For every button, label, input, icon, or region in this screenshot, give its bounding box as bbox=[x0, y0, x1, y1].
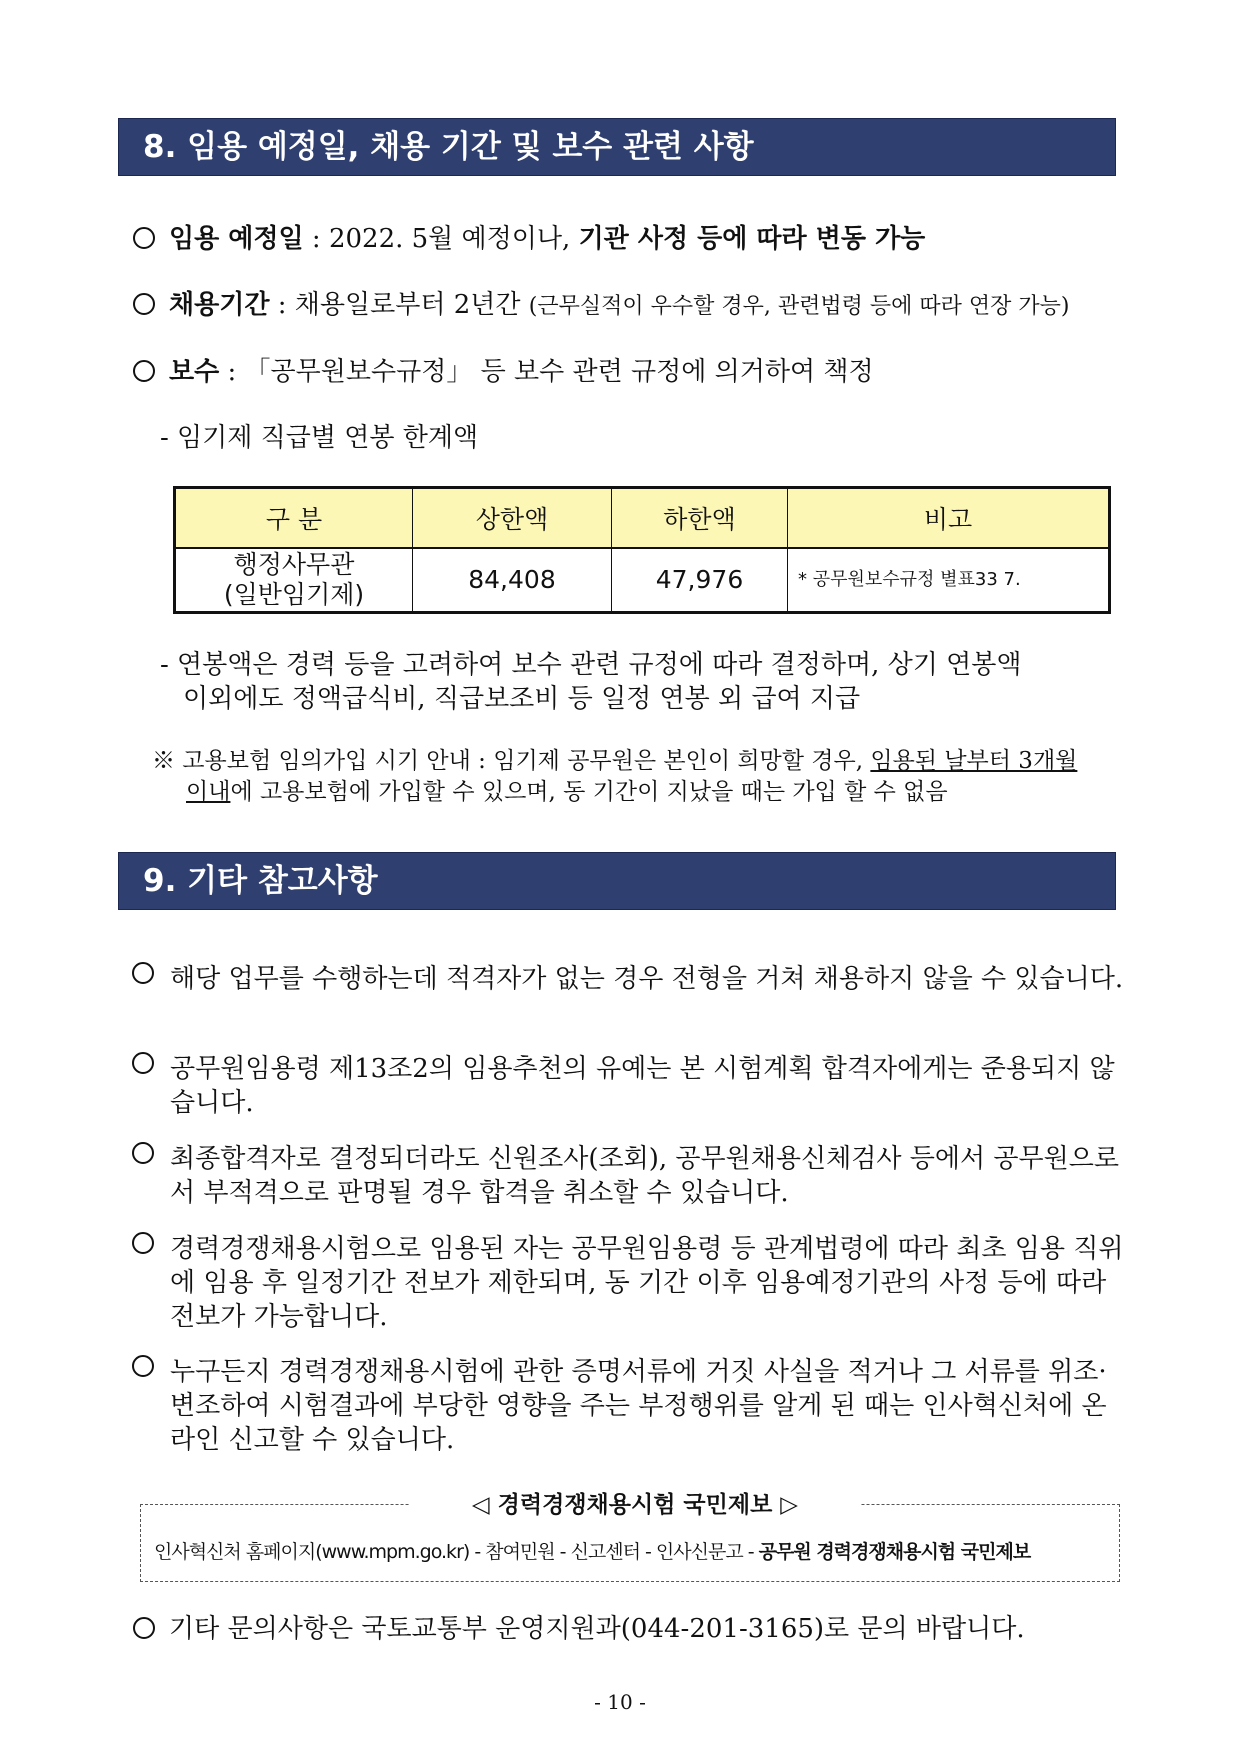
header-category: 구 분 bbox=[175, 488, 413, 549]
circle-bullet-icon bbox=[133, 1617, 155, 1639]
section-9-header bbox=[118, 852, 1116, 910]
employment-period-note: (근무실적이 우수할 경우, 관련법령 등에 따라 연장 가능) bbox=[528, 294, 1070, 319]
salary-note-line2: 이외에도 정액급식비, 직급보조비 등 일정 연봉 외 급여 지급 bbox=[183, 684, 861, 714]
note-item bbox=[170, 1142, 1130, 1210]
section-9-title: 9. 기타 참고사항 bbox=[143, 863, 378, 899]
employment-period-text: 채용일로부터 2년간 bbox=[294, 290, 529, 320]
header-note: 비고 bbox=[788, 488, 1110, 549]
circle-bullet-icon bbox=[132, 1142, 154, 1164]
report-path-text: 인사혁신처 홈페이지(www.mpm.go.kr) - 참여민원 - 신고센터 - 인사신문고 - bbox=[154, 1541, 759, 1563]
insurance-note-text-2: 에 고용보험에 가입할 수 있으며, 동 기간이 지났을 때는 가입 할 수 없음 bbox=[230, 779, 948, 805]
salary-sub-heading: - 임기제 직급별 연봉 한계액 bbox=[160, 423, 479, 453]
insurance-note-line1 bbox=[152, 744, 1077, 778]
salary-item bbox=[133, 355, 874, 389]
report-path bbox=[154, 1537, 1030, 1564]
circle-bullet-icon bbox=[133, 293, 155, 315]
note-text: 누구든지 경력경쟁채용시험에 관한 증명서류에 거짓 사실을 적거나 그 서류를 위조·변조하여 시험결과에 부당한 영향을 주는 부정행위를 알게 된 때는 인사혁신처에 온라인 신고할 수 있습니다. bbox=[170, 1357, 1107, 1455]
section-8-header bbox=[118, 118, 1116, 176]
insurance-note-line2 bbox=[186, 775, 948, 809]
section-8-title: 8. 임용 예정일, 채용 기간 및 보수 관련 사항 bbox=[143, 129, 754, 165]
note-text: 경력경쟁채용시험으로 임용된 자는 공무원임용령 등 관계법령에 따라 최초 임용 직위에 임용 후 일정기간 전보가 제한되며, 동 기간 이후 임용예정기관의 사정 등에 따라 전보가 가능합니다. bbox=[170, 1234, 1124, 1332]
cell-category bbox=[175, 548, 413, 613]
salary-label: 보수 bbox=[169, 357, 220, 387]
category-line2: (일반임기제) bbox=[223, 580, 365, 609]
insurance-note-text: 고용보험 임의가입 시기 안내 : 임기제 공무원은 본인이 희망할 경우, bbox=[175, 748, 871, 774]
note-text: 해당 업무를 수행하는데 적격자가 없는 경우 전형을 거쳐 채용하지 않을 수 있습니다. bbox=[170, 964, 1124, 994]
category-line1: 행정사무관 bbox=[233, 550, 355, 579]
page-number: - 10 - bbox=[594, 1690, 646, 1714]
salary-limit-table bbox=[173, 486, 1111, 614]
appointment-date-bold: 기관 사정 등에 따라 변동 가능 bbox=[578, 224, 926, 254]
note-item bbox=[170, 962, 1130, 996]
note-item bbox=[170, 1232, 1130, 1334]
contact-text: 기타 문의사항은 국토교통부 운영지원과(044-201-3165)로 문의 바랍니다. bbox=[169, 1614, 1025, 1644]
note-text: 공무원임용령 제13조2의 임용추천의 유예는 본 시험계획 합격자에게는 준용되지 않습니다. bbox=[170, 1054, 1115, 1118]
note-text: 최종합격자로 결정되더라도 신원조사(조회), 공무원채용신체검사 등에서 공무원으로서 부적격으로 판명될 경우 합격을 취소할 수 있습니다. bbox=[170, 1144, 1119, 1208]
cell-note: * 공무원보수규정 별표33 7. bbox=[788, 548, 1110, 613]
employment-period-item bbox=[133, 288, 1069, 324]
report-title: ◁ 경력경쟁채용시험 국민제보 ▷ bbox=[410, 1490, 860, 1520]
header-upper: 상한액 bbox=[413, 488, 612, 549]
employment-period-label: 채용기간 bbox=[169, 290, 270, 320]
cell-lower: 47,976 bbox=[612, 548, 788, 613]
circle-bullet-icon bbox=[133, 360, 155, 382]
cell-upper: 84,408 bbox=[413, 548, 612, 613]
circle-bullet-icon bbox=[132, 1232, 154, 1254]
insurance-note-underlined-2: 이내 bbox=[186, 779, 231, 805]
note-item bbox=[170, 1052, 1130, 1120]
separator: : bbox=[303, 224, 329, 254]
header-lower: 하한액 bbox=[612, 488, 788, 549]
reference-mark: ※ bbox=[152, 748, 175, 774]
appointment-date-text: 2022. 5월 예정이나, bbox=[328, 224, 579, 254]
salary-text: 「공무원보수규정」 등 보수 관련 규정에 의거하여 책정 bbox=[244, 357, 874, 387]
circle-bullet-icon bbox=[132, 1052, 154, 1074]
insurance-note-underlined: 임용된 날부터 3개월 bbox=[870, 748, 1078, 774]
separator: : bbox=[219, 357, 245, 387]
circle-bullet-icon bbox=[132, 962, 154, 984]
note-item bbox=[170, 1355, 1130, 1457]
circle-bullet-icon bbox=[133, 227, 155, 249]
report-path-bold: 공무원 경력경쟁채용시험 국민제보 bbox=[758, 1541, 1031, 1563]
separator: : bbox=[269, 290, 295, 320]
salary-note-line1: - 연봉액은 경력 등을 고려하여 보수 관련 규정에 따라 결정하며, 상기 연봉액 bbox=[160, 650, 1022, 680]
appointment-date-label: 임용 예정일 bbox=[169, 224, 304, 254]
circle-bullet-icon bbox=[132, 1355, 154, 1377]
contact-item bbox=[133, 1612, 1025, 1646]
appointment-date-item bbox=[133, 222, 925, 256]
